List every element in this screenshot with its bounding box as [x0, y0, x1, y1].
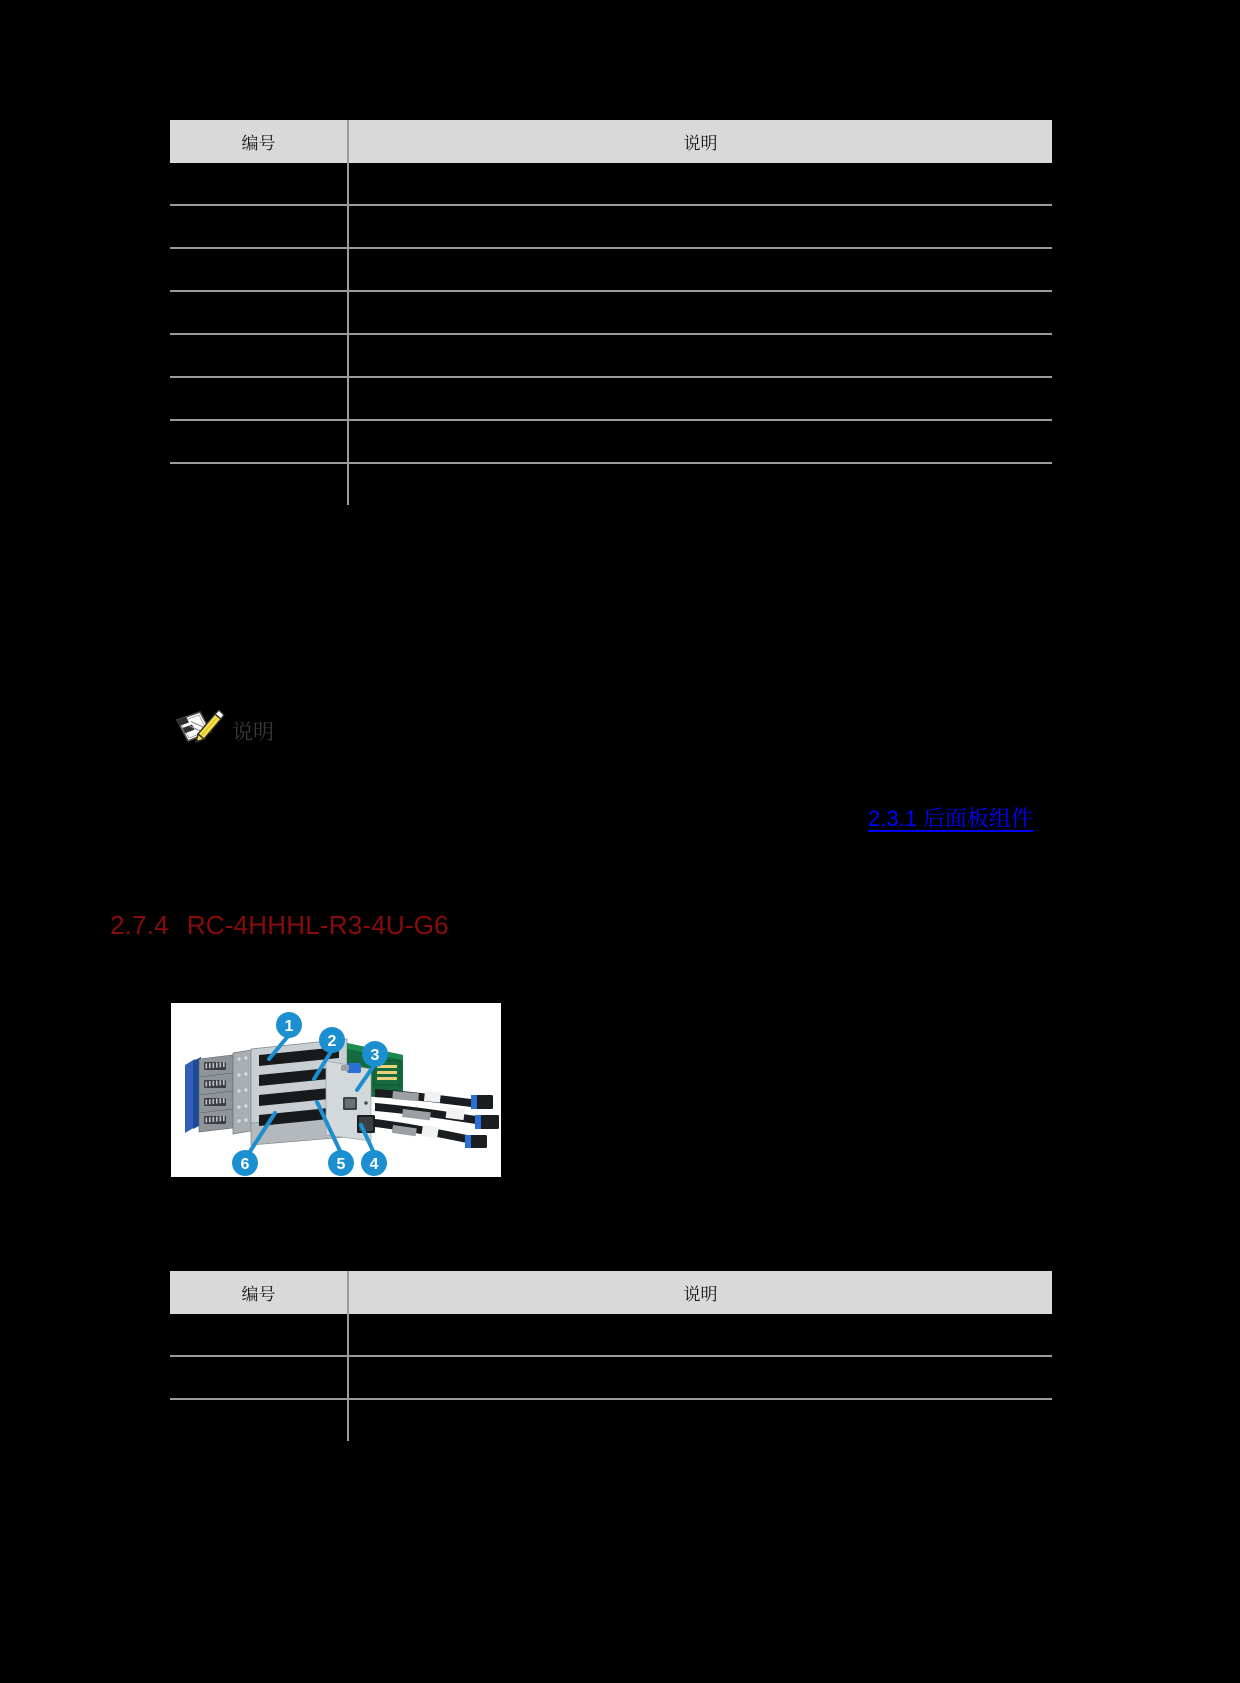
- callout-6: [232, 1150, 258, 1176]
- callout-4: [361, 1150, 387, 1176]
- cell-number: [170, 291, 348, 334]
- cell-number: [170, 1399, 348, 1441]
- table-row: [170, 163, 1052, 205]
- table-row: [170, 334, 1052, 377]
- cell-number: [170, 205, 348, 248]
- note-block: [174, 700, 274, 746]
- table-row: [170, 291, 1052, 334]
- svg-text:4: 4: [369, 1156, 379, 1173]
- table-row: [170, 1314, 1052, 1356]
- svg-text:6: 6: [240, 1156, 250, 1173]
- section-title: RC-4HHHL-R3-4U-G6: [186, 910, 449, 940]
- table-row: [170, 205, 1052, 248]
- callout-5: [328, 1150, 354, 1176]
- cell-description: [348, 420, 1052, 463]
- callout-2: [319, 1027, 345, 1053]
- section-number: 2.7.4: [110, 910, 169, 940]
- cell-number: [170, 163, 348, 205]
- cell-description: [348, 291, 1052, 334]
- cell-number: [170, 1356, 348, 1399]
- cell-number: [170, 334, 348, 377]
- table-row: [170, 420, 1052, 463]
- table-header-description: 说明: [348, 120, 1052, 163]
- cell-description: [348, 1314, 1052, 1356]
- table-row: [170, 248, 1052, 291]
- table-row: [170, 1399, 1052, 1441]
- cell-description: [348, 1399, 1052, 1441]
- table-body: [170, 163, 1052, 505]
- cell-description: [348, 463, 1052, 505]
- riser-card-photo: [171, 1003, 501, 1177]
- section-heading: [110, 910, 449, 941]
- cell-description: [348, 205, 1052, 248]
- cell-number: [170, 463, 348, 505]
- table-header-row: [170, 1271, 1052, 1314]
- svg-text:3: 3: [370, 1047, 380, 1064]
- cell-number: [170, 1314, 348, 1356]
- table-header-number: 编号: [170, 1271, 348, 1314]
- riser-callout-description-table: [170, 1271, 1052, 1441]
- cell-number: [170, 248, 348, 291]
- callout-description-table: [170, 120, 1052, 505]
- callout-3: [362, 1041, 388, 1067]
- svg-text:2: 2: [327, 1033, 337, 1050]
- table-row: [170, 377, 1052, 420]
- cell-description: [348, 163, 1052, 205]
- callout-1: [276, 1012, 302, 1038]
- svg-text:1: 1: [284, 1018, 294, 1035]
- note-label: 说明: [232, 721, 274, 744]
- cell-description: [348, 334, 1052, 377]
- cell-description: [348, 377, 1052, 420]
- table-header-row: [170, 120, 1052, 163]
- table-body: [170, 1314, 1052, 1441]
- cell-number: [170, 377, 348, 420]
- svg-text:5: 5: [336, 1156, 346, 1173]
- table-row: [170, 463, 1052, 505]
- cell-description: [348, 1356, 1052, 1399]
- table-row: [170, 1356, 1052, 1399]
- cell-number: [170, 420, 348, 463]
- link-rear-panel-assembly[interactable]: 2.3.1 后面板组件: [868, 806, 1034, 831]
- note-pencil-icon: [174, 706, 226, 746]
- cell-description: [348, 248, 1052, 291]
- table-header-description: 说明: [348, 1271, 1052, 1314]
- table-header-number: 编号: [170, 120, 348, 163]
